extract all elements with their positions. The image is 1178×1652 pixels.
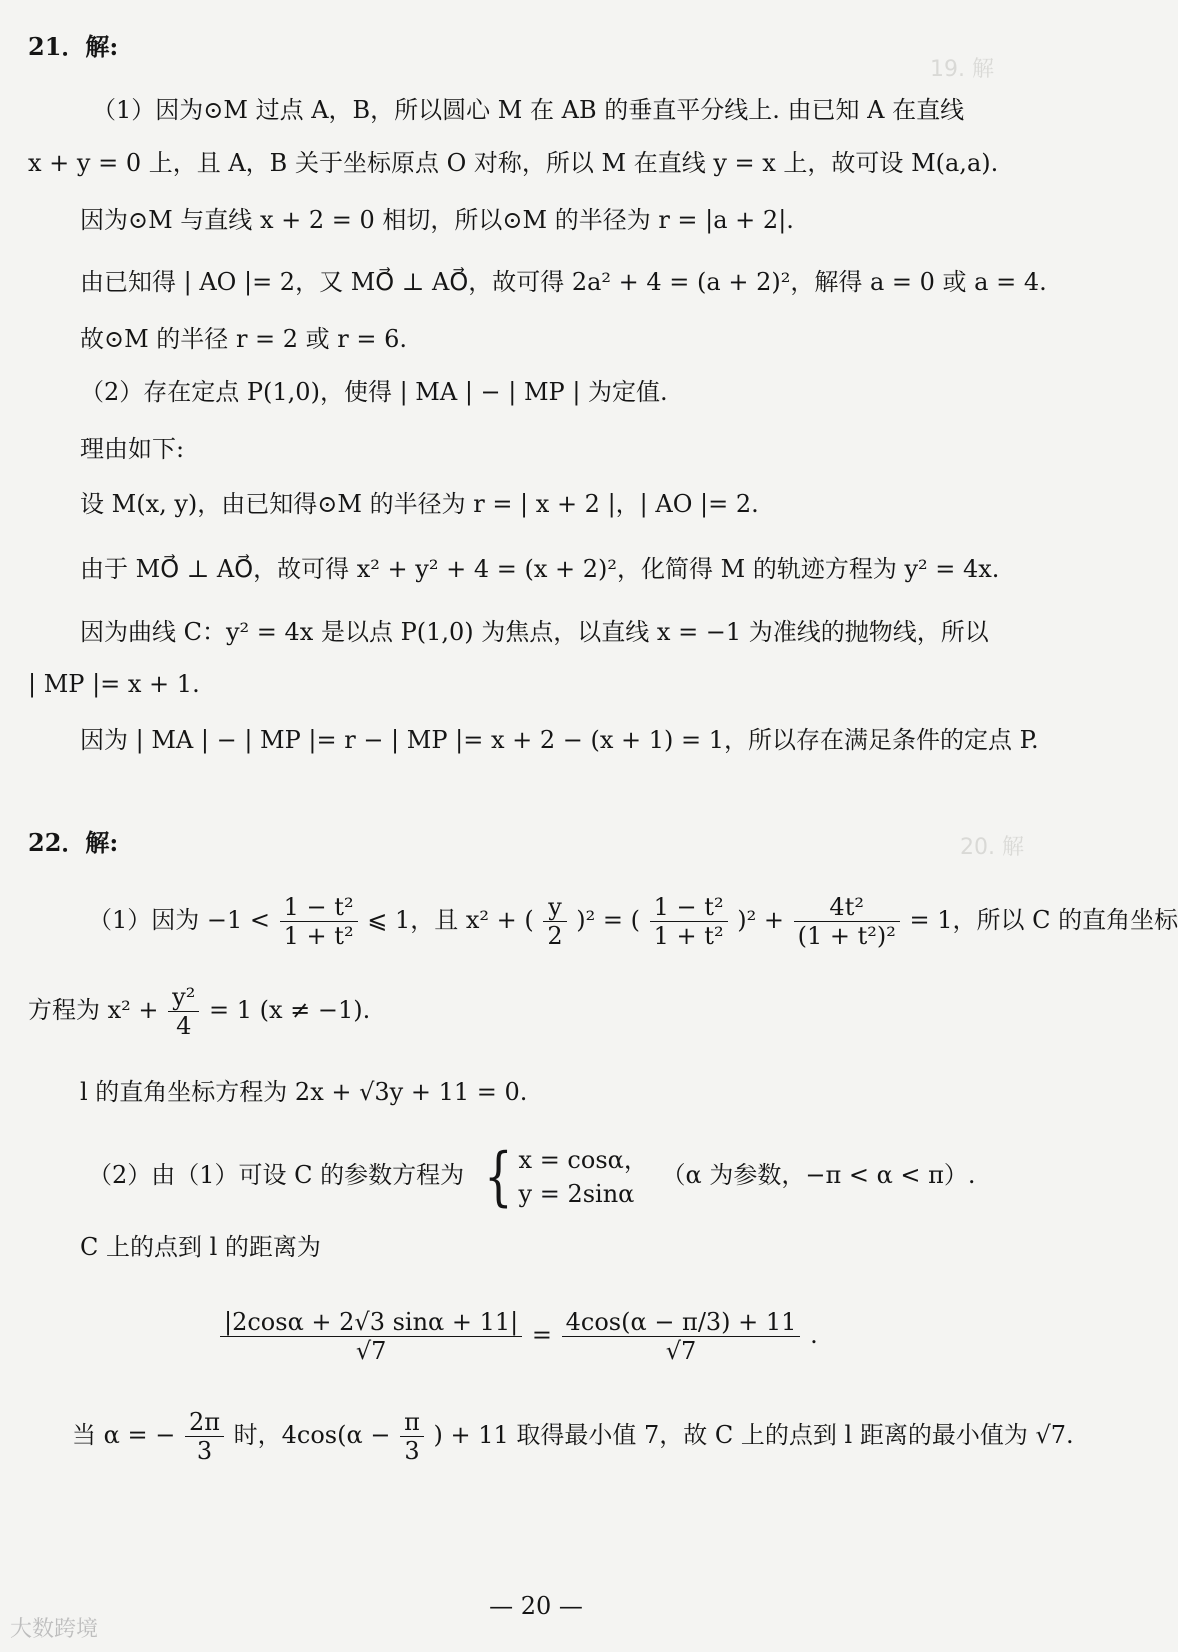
watermark: 大数跨境 bbox=[10, 1617, 99, 1642]
q21-line: 故⊙M 的半径 r = 2 或 r = 6. bbox=[80, 325, 408, 353]
bleed-through-text: 19. 解 bbox=[930, 57, 994, 82]
text: ) + 11 取得最小值 7，故 C 上的点到 l 距离的最小值为 √7. bbox=[433, 1421, 1074, 1449]
brace: { bbox=[483, 1139, 513, 1214]
text: )² + bbox=[737, 906, 784, 934]
fraction: $\frac{|2\cos\alpha + 2√3 \sin\alpha + 11|}{√7}$ bbox=[220, 1308, 522, 1365]
fraction: $\frac{y}{2}$ bbox=[543, 893, 566, 950]
text: = bbox=[531, 1321, 552, 1349]
fraction: $\frac{\text{1 − t²}}{\text{1 + t²}}$ bbox=[280, 893, 358, 950]
q22-line bbox=[88, 1139, 1072, 1214]
fraction: $\frac{4\cos(\alpha - \pi/3) + 11}{√7}$ bbox=[562, 1308, 801, 1365]
page-number: — 20 — bbox=[489, 1592, 583, 1620]
text: ⩽ 1，且 x² + ( bbox=[367, 906, 534, 934]
fraction: $\frac{\text{4t²}}{\text{(1 + t²)²}}$ bbox=[794, 893, 900, 950]
text: = 1，所以 C 的直角坐标 bbox=[909, 906, 1178, 934]
text: （1）因为 −1 < bbox=[88, 906, 271, 934]
fraction: $\frac{\text{1 − t²}}{\text{1 + t²}}$ bbox=[650, 893, 728, 950]
q21-line: （2）存在定点 P(1,0)，使得 | MA | − | MP | 为定值. bbox=[80, 378, 668, 406]
bleed-through-text: 20. 解 bbox=[960, 835, 1024, 860]
q21-line: 由于 MO⃗ ⊥ AO⃗，故可得 x² + y² + 4 = (x + 2)²，化简得 M 的轨迹方程为 y² = 4x. bbox=[80, 555, 1000, 583]
text: = 1 (x ≠ −1). bbox=[209, 996, 371, 1024]
text: （2）由（1）可设 C 的参数方程为 bbox=[88, 1161, 465, 1189]
q21-heading: 21．解: bbox=[28, 32, 119, 61]
equation-system: { x = cosα， y = 2sinα bbox=[483, 1139, 648, 1214]
q21-line: | MP |= x + 1. bbox=[28, 670, 200, 698]
q22-line: C 上的点到 l 的距离为 bbox=[80, 1233, 321, 1261]
q21-line: 理由如下: bbox=[80, 435, 185, 463]
text: )² = ( bbox=[576, 906, 641, 934]
text: . bbox=[810, 1321, 818, 1349]
fraction: $\frac{\pi}{3}$ bbox=[400, 1408, 424, 1465]
q21-line: 设 M(x, y)，由已知得⊙M 的半径为 r = | x + 2 |，| AO |= 2. bbox=[80, 490, 759, 518]
text: 时，4cos(α − bbox=[233, 1421, 391, 1449]
text: （α 为参数，−π < α < π）. bbox=[661, 1161, 976, 1189]
q21-line: 由已知得 | AO |= 2，又 MO⃗ ⊥ AO⃗，故可得 2a² + 4 = (a + 2)²，解得 a = 0 或 a = 4. bbox=[80, 268, 1047, 296]
fraction: $\frac{2\pi}{3}$ bbox=[185, 1408, 224, 1465]
q22-line bbox=[28, 980, 1072, 1040]
text: 当 α = − bbox=[72, 1421, 176, 1449]
q21-line: 因为⊙M 与直线 x + 2 = 0 相切，所以⊙M 的半径为 r = |a + 2|. bbox=[80, 206, 794, 234]
text: 方程为 x² + bbox=[28, 996, 159, 1024]
q22-line bbox=[218, 1300, 1072, 1370]
q22-line: l 的直角坐标方程为 2x + √3y + 11 = 0. bbox=[80, 1078, 528, 1106]
q21-line: 因为曲线 C：y² = 4x 是以点 P(1,0) 为焦点，以直线 x = −1 为准线的抛物线，所以 bbox=[80, 618, 989, 646]
q22-line bbox=[88, 890, 1178, 950]
q22-heading: 22．解: bbox=[28, 828, 119, 857]
q22-line bbox=[72, 1405, 1072, 1465]
q21-line: （1）因为⊙M 过点 A，B，所以圆心 M 在 AB 的垂直平分线上. 由已知 A 在直线 bbox=[92, 96, 965, 124]
q21-line: 因为 | MA | − | MP |= r − | MP |= x + 2 − (x + 1) = 1，所以存在满足条件的定点 P. bbox=[80, 726, 1039, 754]
fraction: $\frac{\text{y²}}{4}$ bbox=[168, 983, 199, 1040]
q21-line: x + y = 0 上，且 A，B 关于坐标原点 O 对称，所以 M 在直线 y = x 上，故可设 M(a,a). bbox=[28, 149, 999, 177]
